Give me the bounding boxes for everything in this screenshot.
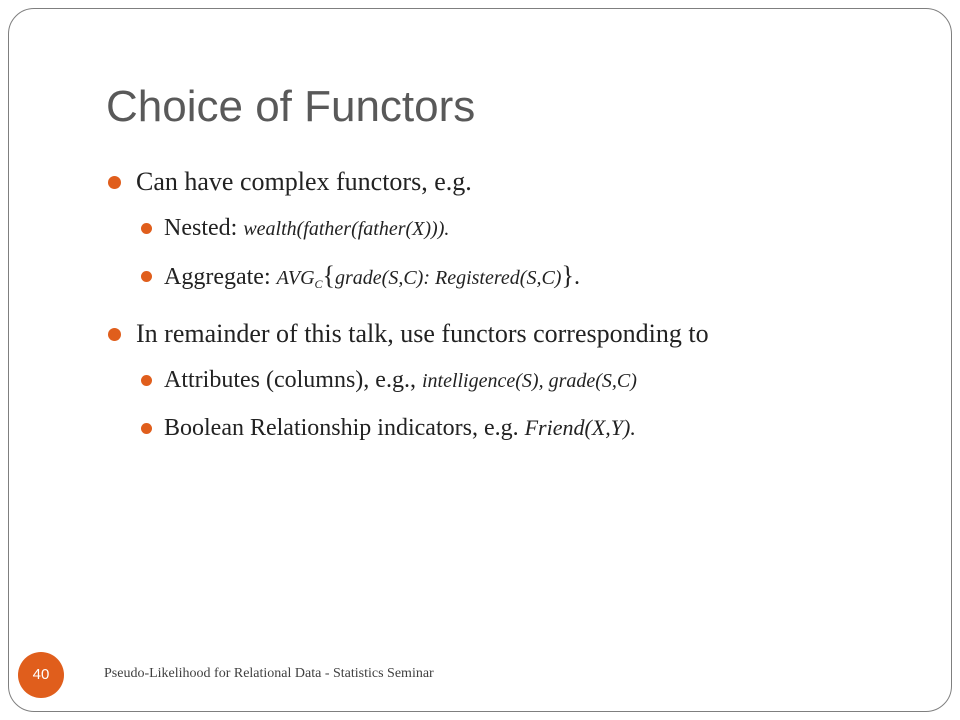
aggregate-subscript: C [314,277,323,291]
bullet-attributes [106,356,906,404]
bullet-dot-icon [108,328,121,341]
bullet-text: Attributes (columns), e.g., [164,367,422,393]
aggregate-period: . [573,264,580,290]
bullet-dot-icon [141,223,152,234]
bullet-text: Boolean Relationship indicators, e.g. [164,415,525,441]
bullet-text: Can have complex functors, e.g. [136,167,472,196]
nested-example: wealth(father(father(X))). [243,218,450,240]
slide-title: Choice of Functors [106,82,476,131]
aggregate-example: grade(S,C): Registered(S,C) [335,267,562,289]
bullet-aggregate [106,252,906,300]
bullet-text: Nested: [164,215,244,241]
aggregate-close-brace: } [561,261,574,290]
bullet-dot-icon [141,423,152,434]
page-number-badge: 40 [18,652,64,698]
bullet-nested [106,204,906,252]
bullet-remainder [106,312,906,356]
slide-body [106,160,906,452]
bullet-dot-icon [141,375,152,386]
bullet-complex-functors [106,160,906,204]
slide-footer: Pseudo-Likelihood for Relational Data - Statistics Seminar [104,666,434,681]
bullet-dot-icon [141,271,152,282]
aggregate-open-brace: { [322,261,336,290]
bullet-boolean-relationship [106,404,906,452]
bullet-text: Aggregate: [164,264,277,290]
aggregate-avg: AVG [276,267,315,289]
bullet-dot-icon [108,176,121,189]
bullet-text: In remainder of this talk, use functors corresponding to [136,319,709,348]
boolean-example: Friend(X,Y). [524,415,636,440]
attributes-example: intelligence(S), grade(S,C) [421,370,637,392]
